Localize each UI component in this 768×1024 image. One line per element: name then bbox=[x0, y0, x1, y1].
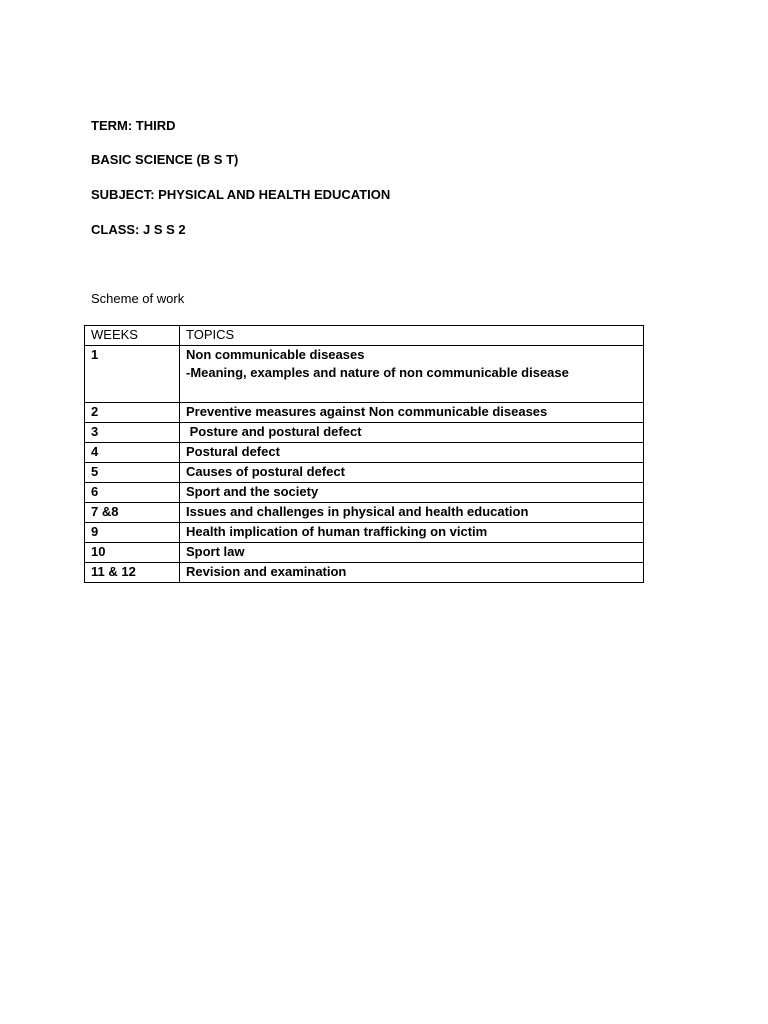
week-cell: 7 &8 bbox=[85, 503, 180, 523]
week-cell: 2 bbox=[85, 403, 180, 423]
table-row bbox=[85, 443, 644, 463]
scheme-table bbox=[84, 325, 644, 583]
week-cell: 11 & 12 bbox=[85, 563, 180, 583]
week-cell: 9 bbox=[85, 523, 180, 543]
week-cell: 1 bbox=[85, 346, 180, 403]
table-row bbox=[85, 483, 644, 503]
class-line: CLASS: J S S 2 bbox=[91, 222, 186, 237]
topic-cell: Causes of postural defect bbox=[180, 463, 644, 483]
week-cell: 6 bbox=[85, 483, 180, 503]
basic-science-line: BASIC SCIENCE (B S T) bbox=[91, 152, 239, 167]
topic-cell: Health implication of human trafficking on victim bbox=[180, 523, 644, 543]
term-line: TERM: THIRD bbox=[91, 118, 176, 133]
subject-line: SUBJECT: PHYSICAL AND HEALTH EDUCATION bbox=[91, 187, 391, 202]
topic-cell: Sport law bbox=[180, 543, 644, 563]
table-row bbox=[85, 423, 644, 443]
topic-cell: Posture and postural defect bbox=[180, 423, 644, 443]
subtopic-text: -Meaning, examples and nature of non communicable disease bbox=[186, 365, 569, 380]
table-row bbox=[85, 503, 644, 523]
topic-cell: Issues and challenges in physical and health education bbox=[180, 503, 644, 523]
scheme-title: Scheme of work bbox=[91, 291, 185, 306]
topic-text: Non communicable diseases bbox=[186, 347, 365, 362]
table-row bbox=[85, 523, 644, 543]
topic-cell: Revision and examination bbox=[180, 563, 644, 583]
topic-cell: Sport and the society bbox=[180, 483, 644, 503]
table-row bbox=[85, 403, 644, 423]
week-cell: 3 bbox=[85, 423, 180, 443]
table-row bbox=[85, 346, 644, 403]
topic-cell: Postural defect bbox=[180, 443, 644, 463]
week-cell: 10 bbox=[85, 543, 180, 563]
table-row bbox=[85, 563, 644, 583]
topics-header: TOPICS bbox=[180, 326, 644, 346]
week-cell: 5 bbox=[85, 463, 180, 483]
week-cell: 4 bbox=[85, 443, 180, 463]
topic-cell: Preventive measures against Non communicable diseases bbox=[180, 403, 644, 423]
topic-cell bbox=[180, 346, 644, 403]
weeks-header: WEEKS bbox=[85, 326, 180, 346]
table-row bbox=[85, 543, 644, 563]
table-header-row bbox=[85, 326, 644, 346]
table-row bbox=[85, 463, 644, 483]
